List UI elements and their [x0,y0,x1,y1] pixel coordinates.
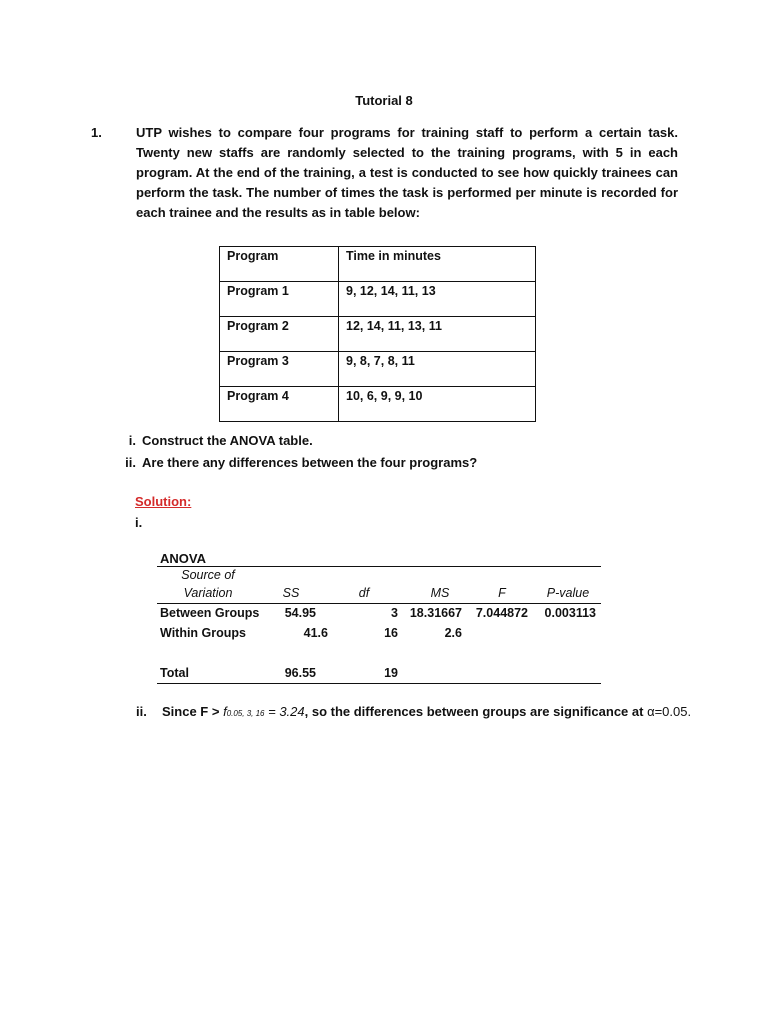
table-cell: Program 2 [220,317,339,352]
anova-ss: 96.55 [284,666,316,680]
table-cell: 12, 14, 11, 13, 11 [339,317,536,352]
anova-f: 7.044872 [475,606,528,620]
table-header-cell: Time in minutes [339,247,536,282]
solution-label: Solution: [135,494,192,509]
anova-ss: 54.95 [284,606,316,620]
anova-p-value: 0.003113 [544,606,596,620]
solution-part-ii: ii. [136,704,147,719]
anova-title: ANOVA [160,551,206,566]
f-critical-value: = 3.24 [264,704,305,719]
table-row [220,317,536,352]
f-critical-subscript: 0.05, 3, 16 [226,709,265,718]
anova-header-ms: MS [430,586,450,600]
anova-source: Between Groups [160,606,260,620]
conclusion-middle: , so the differences between groups are significance at [304,704,648,719]
subquestion-number: ii. [125,455,136,470]
question-number: 1. [91,125,102,140]
anova-df: 3 [391,606,398,620]
anova-df: 19 [384,666,398,680]
anova-header-p-value: P-value [546,586,590,600]
anova-ss: 41.6 [303,626,328,640]
table-row [220,282,536,317]
subquestion-number: i. [128,433,136,448]
table-cell: Program 1 [220,282,339,317]
table-cell: Program 4 [220,387,339,422]
page-title: Tutorial 8 [355,93,413,108]
conclusion-prefix: Since F > [162,704,224,719]
anova-top-rule [157,566,601,567]
subquestion-text: Are there any differences between the four programs? [142,455,478,470]
table-header-cell: Program [220,247,339,282]
anova-ms: 18.31667 [409,606,462,620]
table-cell: 9, 8, 7, 8, 11 [339,352,536,387]
anova-header-f: F [498,586,506,600]
f-critical-symbol: f [223,704,227,719]
program-table [219,246,536,422]
anova-ms: 2.6 [444,626,462,640]
question-text: UTP wishes to compare four programs for training staff to perform a certain task. Twenty new staffs are randomly selected to the training programs, with 5 in each program. At the end of the training, a test is conducted to see how quickly trainees can perform the task. The number of times the task is performed per minute is recorded for each trainee and the results as in table below: [136,125,678,220]
anova-header-source-line1: Source of [181,568,235,582]
anova-bottom-rule [157,683,601,684]
anova-header-rule [157,603,601,604]
table-row [220,352,536,387]
alpha-level: α=0.05. [647,704,692,719]
anova-header-source-line2: Variation [183,586,233,600]
anova-source: Within Groups [160,626,246,640]
anova-header-ss: SS [282,586,300,600]
table-cell: 10, 6, 9, 9, 10 [339,387,536,422]
anova-df: 16 [384,626,398,640]
table-header-row [220,247,536,282]
anova-header-df: df [358,586,370,600]
conclusion-text [162,704,691,719]
table-row [220,387,536,422]
table-cell: 9, 12, 14, 11, 13 [339,282,536,317]
table-cell: Program 3 [220,352,339,387]
solution-part-i: i. [135,515,143,530]
subquestion-text: Construct the ANOVA table. [142,433,313,448]
anova-source: Total [160,666,189,680]
